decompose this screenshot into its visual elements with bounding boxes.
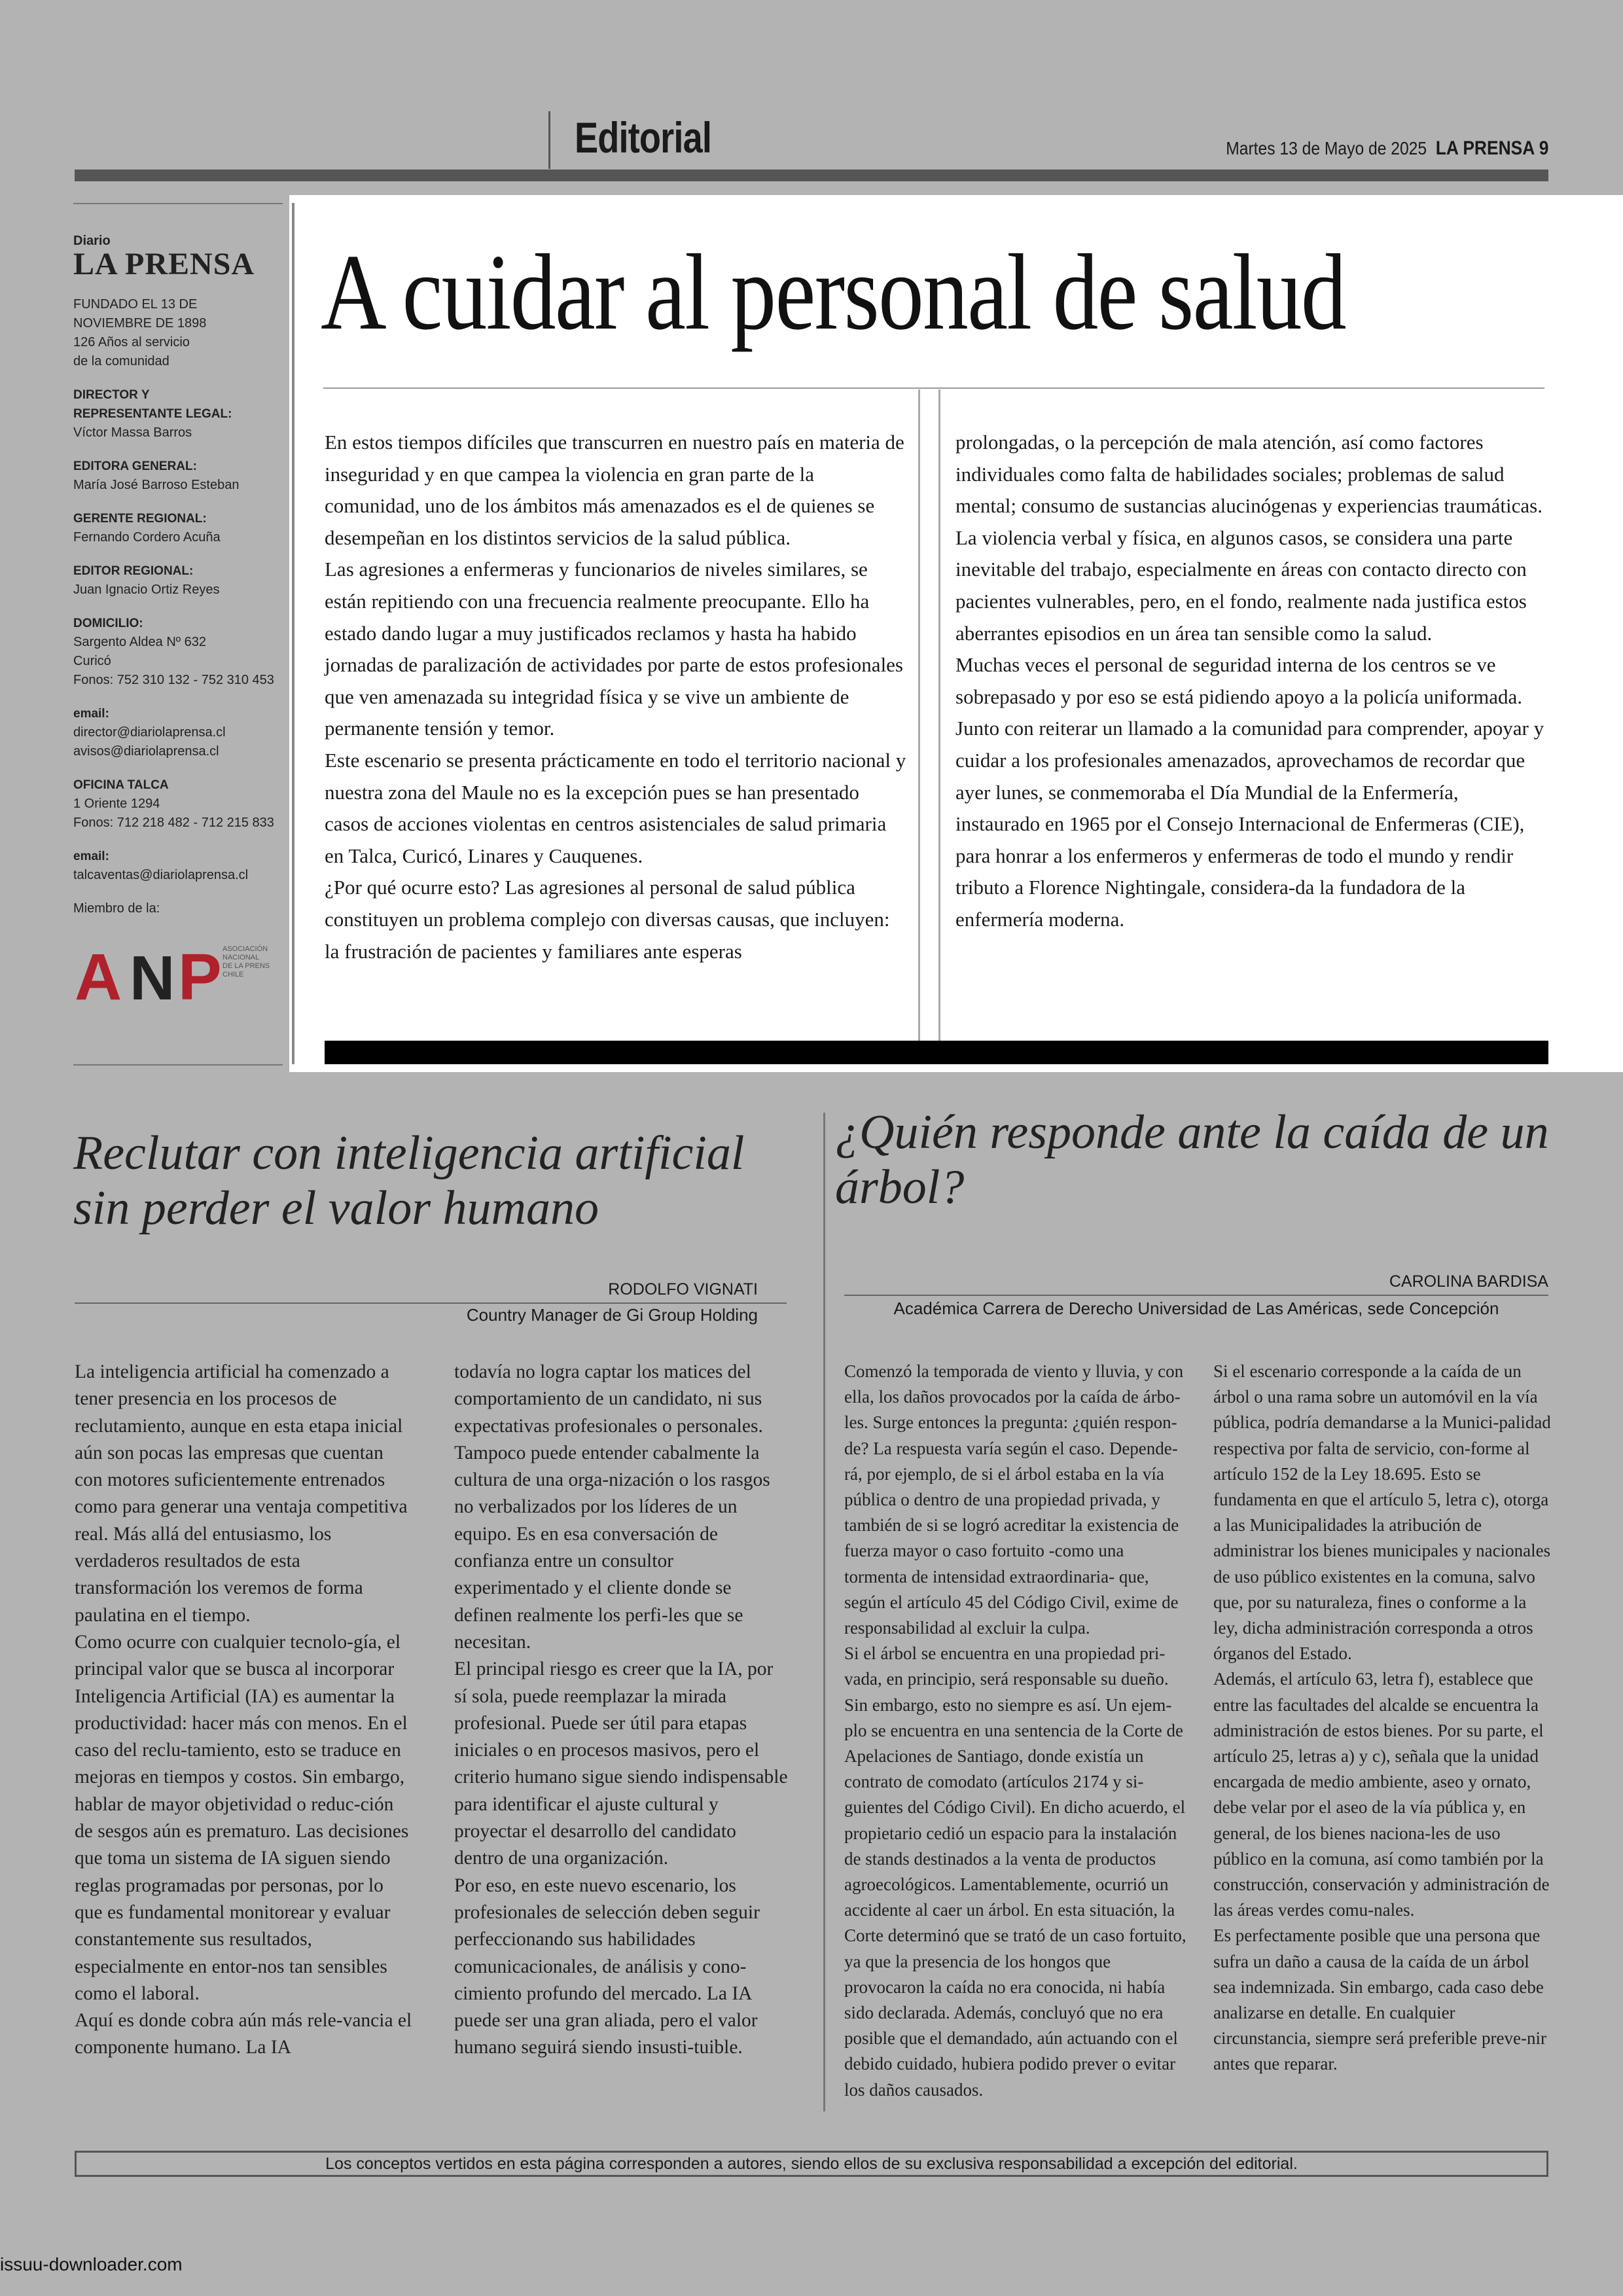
anp-logo-caption: NACIONAL [223, 954, 260, 961]
paragraph: El principal riesgo es creer que la IA, por sí sola, puede reemplazar la mirada profesional. Puede ser útil para etapas iniciales o en procesos masivos, pero el criterio humano sigue siendo indispensable para identificar el ajuste cultural y proyectar el desarrollo del candidato dentro de una organización. [454, 1659, 788, 1869]
opinion1-rule [75, 1302, 787, 1304]
anp-logo [73, 937, 270, 1009]
editorial-bottom-bar [325, 1041, 1548, 1064]
staff-label: email: [73, 850, 109, 863]
staff-label: REPRESENTANTE LEGAL: [73, 407, 232, 421]
masthead-logo: LA PRENSA [73, 247, 255, 281]
anp-logo-caption: ASOCIACIÓN [223, 945, 268, 953]
issue-date: Martes 13 de Mayo de 2025 [1225, 138, 1427, 158]
founded-line: FUNDADO EL 13 DE [73, 297, 198, 312]
opinion-divider [823, 1113, 825, 2111]
opinion1-column-1 [75, 1359, 415, 2062]
paragraph: Si el árbol se encuentra en una propiedad pri-vada, en principio, será responsable su dueño. Sin embargo, esto no siempre es así. Un ejem-plo se encuentra en una sentencia de la Corte de Apelaciones de Santiago, donde existía un contrato de comodato (artículos 2174 y si-guientes del Código Civil). En dicho acuerdo, el propietario cedió un espacio para la instalación de stands destinados a la venta de productos agroecológicos. Lamentablemente, ocurrió un accidente al caer un árbol. En esta situación, la Corte determinó que se trató de un caso fortuito, ya que la presencia de los hongos que provocaron la caída no era conocida, ni había sido declarada. Además, concluyó que no era posible que el demandado, aún actuando con el debido cuidado, hubiera podido prever o evitar los daños causados. [844, 1643, 1186, 2100]
paragraph: prolongadas, o la percepción de mala atención, así como factores individuales como falta de habilidades sociales; problemas de salud mental; consumo de sustancias alucinógenas y experiencias traumáticas. [955, 431, 1543, 518]
page-number: LA PRENSA 9 [1435, 137, 1548, 159]
paragraph: Junto con reiterar un llamado a la comunidad para comprender, apoyar y cuidar a los profesionales amenazados, aprovechamos de recordar que ayer lunes, se conmemoraba el Día Mundial de la Enfermería, instaurado en 1965 por el Consejo Internacional de Enfermeras (CIE), para honrar a los enfermeros y enfermeras de todo el mundo y rendir tributo a Florence Nightingale, considera-da la fundadora de la enfermería moderna. [955, 717, 1544, 931]
staff-label: OFICINA TALCA [73, 778, 169, 792]
staff-label: email: [73, 707, 109, 721]
staff-block [73, 457, 283, 495]
staff-value: Sargento Aldea Nº 632 [73, 635, 207, 649]
masthead-sidebar [73, 203, 283, 1066]
editorial-column-2 [955, 427, 1544, 936]
founded-line: de la comunidad [73, 354, 169, 368]
opinion2-rule [844, 1295, 1548, 1296]
staff-value: Víctor Massa Barros [73, 425, 192, 440]
paragraph: Si el escenario corresponde a la caída de un árbol o una rama sobre un automóvil en la vía pública, podría demandarse a la Munici-palidad respectiva por falta de servicio, con-forme al artículo 152 de la Ley 18.695. Esto se fundamenta en que el artículo 5, letra c), otorga a las Municipalidades la atribución de administrar los bienes municipales y nacionales de uso público existentes en la comuna, salvo que, por su naturaleza, fines o conforme a la ley, dicha administración corresponda a otros órganos del Estado. [1213, 1361, 1551, 1664]
sidebar-divider [292, 203, 294, 1064]
paragraph: ¿Por qué ocurre esto? Las agresiones al personal de salud pública constituyen un problema complejo con diversas causas, que incluyen: la frustración de pacientes y familiares ante esperas [325, 876, 890, 963]
editorial-column-1 [325, 427, 907, 967]
column-divider [918, 389, 940, 1044]
paragraph: Las agresiones a enfermeras y funcionarios de niveles similares, se están repitiendo con una frecuencia realmente preocupante. Ello ha estado dando lugar a muy justificados reclamos y hasta ha habido jornadas de paralización de actividades por parte de estos profesionales que ven amenazada su integridad física y se vive un ambiente de permanente tensión y temor. [325, 558, 903, 740]
editorial-headline: A cuidar al personal de salud [321, 232, 1346, 352]
paragraph: Aquí es donde cobra aún más rele-vancia el componente humano. La IA [75, 2010, 412, 2058]
staff-block [73, 614, 283, 690]
paragraph: Este escenario se presenta prácticamente en todo el territorio nacional y nuestra zona del Maule no es la excepción pues se han presentado casos de acciones violentas en centros asistenciales de salud primaria en Talca, Curicó, Linares y Cauquenes. [325, 748, 906, 867]
opinion1-author-role: Country Manager de Gi Group Holding [466, 1305, 758, 1325]
opinion1-author: RODOLFO VIGNATI [608, 1280, 758, 1299]
paragraph: Comenzó la temporada de viento y lluvia, y con ella, los daños provocados por la caída de árbo-les. Surge entonces la pregunta: ¿quién respon-de? La respuesta varía según el caso. Depende-rá, por ejemplo, de si el árbol estaba en la vía pública o dentro de una propiedad privada, y también de si se logró acreditar la existencia de fuerza mayor o caso fortuito -como una tormenta de intensidad extraordinaria- que, según el artículo 45 del Código Civil, exime de responsabilidad al excluir la culpa. [844, 1361, 1184, 1638]
paragraph: La violencia verbal y física, en algunos casos, se considera una parte inevitable del trabajo, especialmente en áreas con contacto directo con pacientes vulnerables, pero, en el fondo, realmente nada justifica estos aberrantes episodios en un área tan sensible como la salud. [955, 526, 1527, 645]
anp-logo-caption: DE LA PRENSA [223, 962, 270, 970]
header-divider [548, 111, 550, 169]
paragraph: Además, el artículo 63, letra f), establece que entre las facultades del alcalde se encuentra la administración de estos bienes. Por su parte, el artículo 25, letras a) y c), señala que la unidad encargada de medio ambiente, aseo y ornato, debe velar por el aseo de la vía pública y, en general, de los bienes naciona-les de uso público en la comuna, así como también por la construcción, conservación y administración de las áreas verdes comu-nales. [1213, 1669, 1550, 1920]
staff-block [73, 386, 283, 442]
watermark-link[interactable]: issuu-downloader.com [0, 2254, 183, 2274]
email-link[interactable]: avisos@diariolaprensa.cl [73, 744, 219, 759]
founded-info [73, 295, 283, 371]
anp-logo-caption: CHILE [223, 971, 244, 978]
anp-logo-letter: N [130, 943, 175, 1009]
paragraph: La inteligencia artificial ha comenzado a tener presencia en los procesos de reclutamiento, aunque en esta etapa inicial aún son pocas las empresas que cuentan con motores suficientemente entrenados como para generar una ventaja competitiva real. Más allá del entusiasmo, los verdaderos resultados de esta transformación los veremos de forma paulatina en el tiempo. [75, 1361, 408, 1626]
anp-logo-letter: P [178, 941, 222, 1009]
email-link[interactable]: talcaventas@diariolaprensa.cl [73, 868, 249, 882]
staff-block [73, 509, 283, 547]
staff-label: GERENTE REGIONAL: [73, 512, 207, 526]
paragraph: Muchas veces el personal de seguridad interna de los centros se ve sobrepasado y por eso se está pidiendo apoyo a la policía uniformada. [955, 653, 1523, 708]
staff-block [73, 562, 283, 600]
member-of-label: Miembro de la: [73, 901, 160, 916]
email-link[interactable]: director@diariolaprensa.cl [73, 725, 226, 740]
staff-label: EDITORA GENERAL: [73, 459, 197, 473]
opinion2-headline: ¿Quién responde ante la caída de un árbol? [835, 1105, 1549, 1214]
staff-label: DIRECTOR Y [73, 388, 150, 402]
opinion2-author: CAROLINA BARDISA [1389, 1272, 1548, 1291]
opinion1-headline: Reclutar con inteligencia artificial sin perder el valor humano [73, 1126, 745, 1235]
masthead-diario: Diario [73, 234, 111, 248]
staff-block [73, 847, 283, 885]
header-bar [75, 170, 1548, 181]
staff-label: EDITOR REGIONAL: [73, 564, 194, 578]
founded-line: NOVIEMBRE DE 1898 [73, 316, 207, 331]
staff-list [73, 386, 283, 885]
section-title: Editorial [575, 113, 712, 162]
opinion2-author-role: Académica Carrera de Derecho Universidad de Las Américas, sede Concepción [893, 1299, 1499, 1318]
staff-value: Fonos: 752 310 132 - 752 310 453 [73, 673, 274, 687]
staff-block [73, 776, 283, 833]
staff-value: 1 Oriente 1294 [73, 797, 160, 811]
paragraph: todavía no logra captar los matices del comportamiento de un candidato, ni sus expectativas profesionales o personales. Tampoco puede entender cabalmente la cultura de una orga-nización o los rasgos no verbalizados por los líderes de un equipo. Es en esa conversación de confianza entre un consultor experimentado y el cliente donde se definen realmente los perfi-les que se necesitan. [454, 1361, 770, 1653]
paragraph: Como ocurre con cualquier tecnolo-gía, el principal valor que se busca al incorporar Inteligencia Artificial (IA) es aumentar la productividad: hacer más con menos. En el caso del reclu-tamiento, esto se traduce en mejoras en tiempos y costos. Sin embargo, hablar de mayor objetividad o reduc-ción de sesgos aún es prematuro. Las decisiones que toma un sistema de IA siguen siendo reglas programadas por personas, por lo que es fundamental monitorear y evaluar constantemente sus resultados, especialmente en entor-nos tan sensibles como el laboral. [75, 1631, 409, 2004]
editorial-rule [323, 387, 1544, 389]
opinion1-column-2 [454, 1359, 788, 2062]
anp-logo-letter: A [75, 941, 122, 1009]
staff-value: Curicó [73, 654, 111, 668]
staff-value: Juan Ignacio Ortiz Reyes [73, 583, 220, 597]
opinion2-column-2 [1213, 1359, 1551, 2077]
disclaimer-box: Los conceptos vertidos en esta página corresponden a autores, siendo ellos de su exclusiva responsabilidad a excepción del editorial. [75, 2151, 1548, 2177]
paragraph: Por eso, en este nuevo escenario, los profesionales de selección deben seguir perfeccionando sus habilidades comunicacionales, de análisis y cono-cimiento profundo del mercado. La IA puede ser una gran aliada, pero el valor humano seguirá siendo insusti-tuible. [454, 1874, 760, 2058]
staff-value: María José Barroso Esteban [73, 478, 240, 492]
paragraph: En estos tiempos difíciles que transcurren en nuestro país en materia de inseguridad y en que campea la violencia en gran parte de la comunidad, uno de los ámbitos más amenazados es el de quienes se desempeñan en los distintos servicios de la salud pública. [325, 431, 904, 549]
header-dateline [1226, 137, 1548, 160]
founded-line: 126 Años al servicio [73, 335, 190, 350]
staff-block [73, 704, 283, 761]
staff-value: Fonos: 712 218 482 - 712 215 833 [73, 816, 274, 830]
opinion2-column-1 [844, 1359, 1191, 2103]
paragraph: Es perfectamente posible que una persona que sufra un daño a causa de la caída de un árbol sea indemnizada. Sin embargo, cada caso debe analizarse en detalle. En cualquier circunstancia, siempre será preferible preve-nir antes que reparar. [1213, 1926, 1546, 2074]
staff-value: Fernando Cordero Acuña [73, 530, 221, 545]
staff-label: DOMICILIO: [73, 617, 143, 630]
